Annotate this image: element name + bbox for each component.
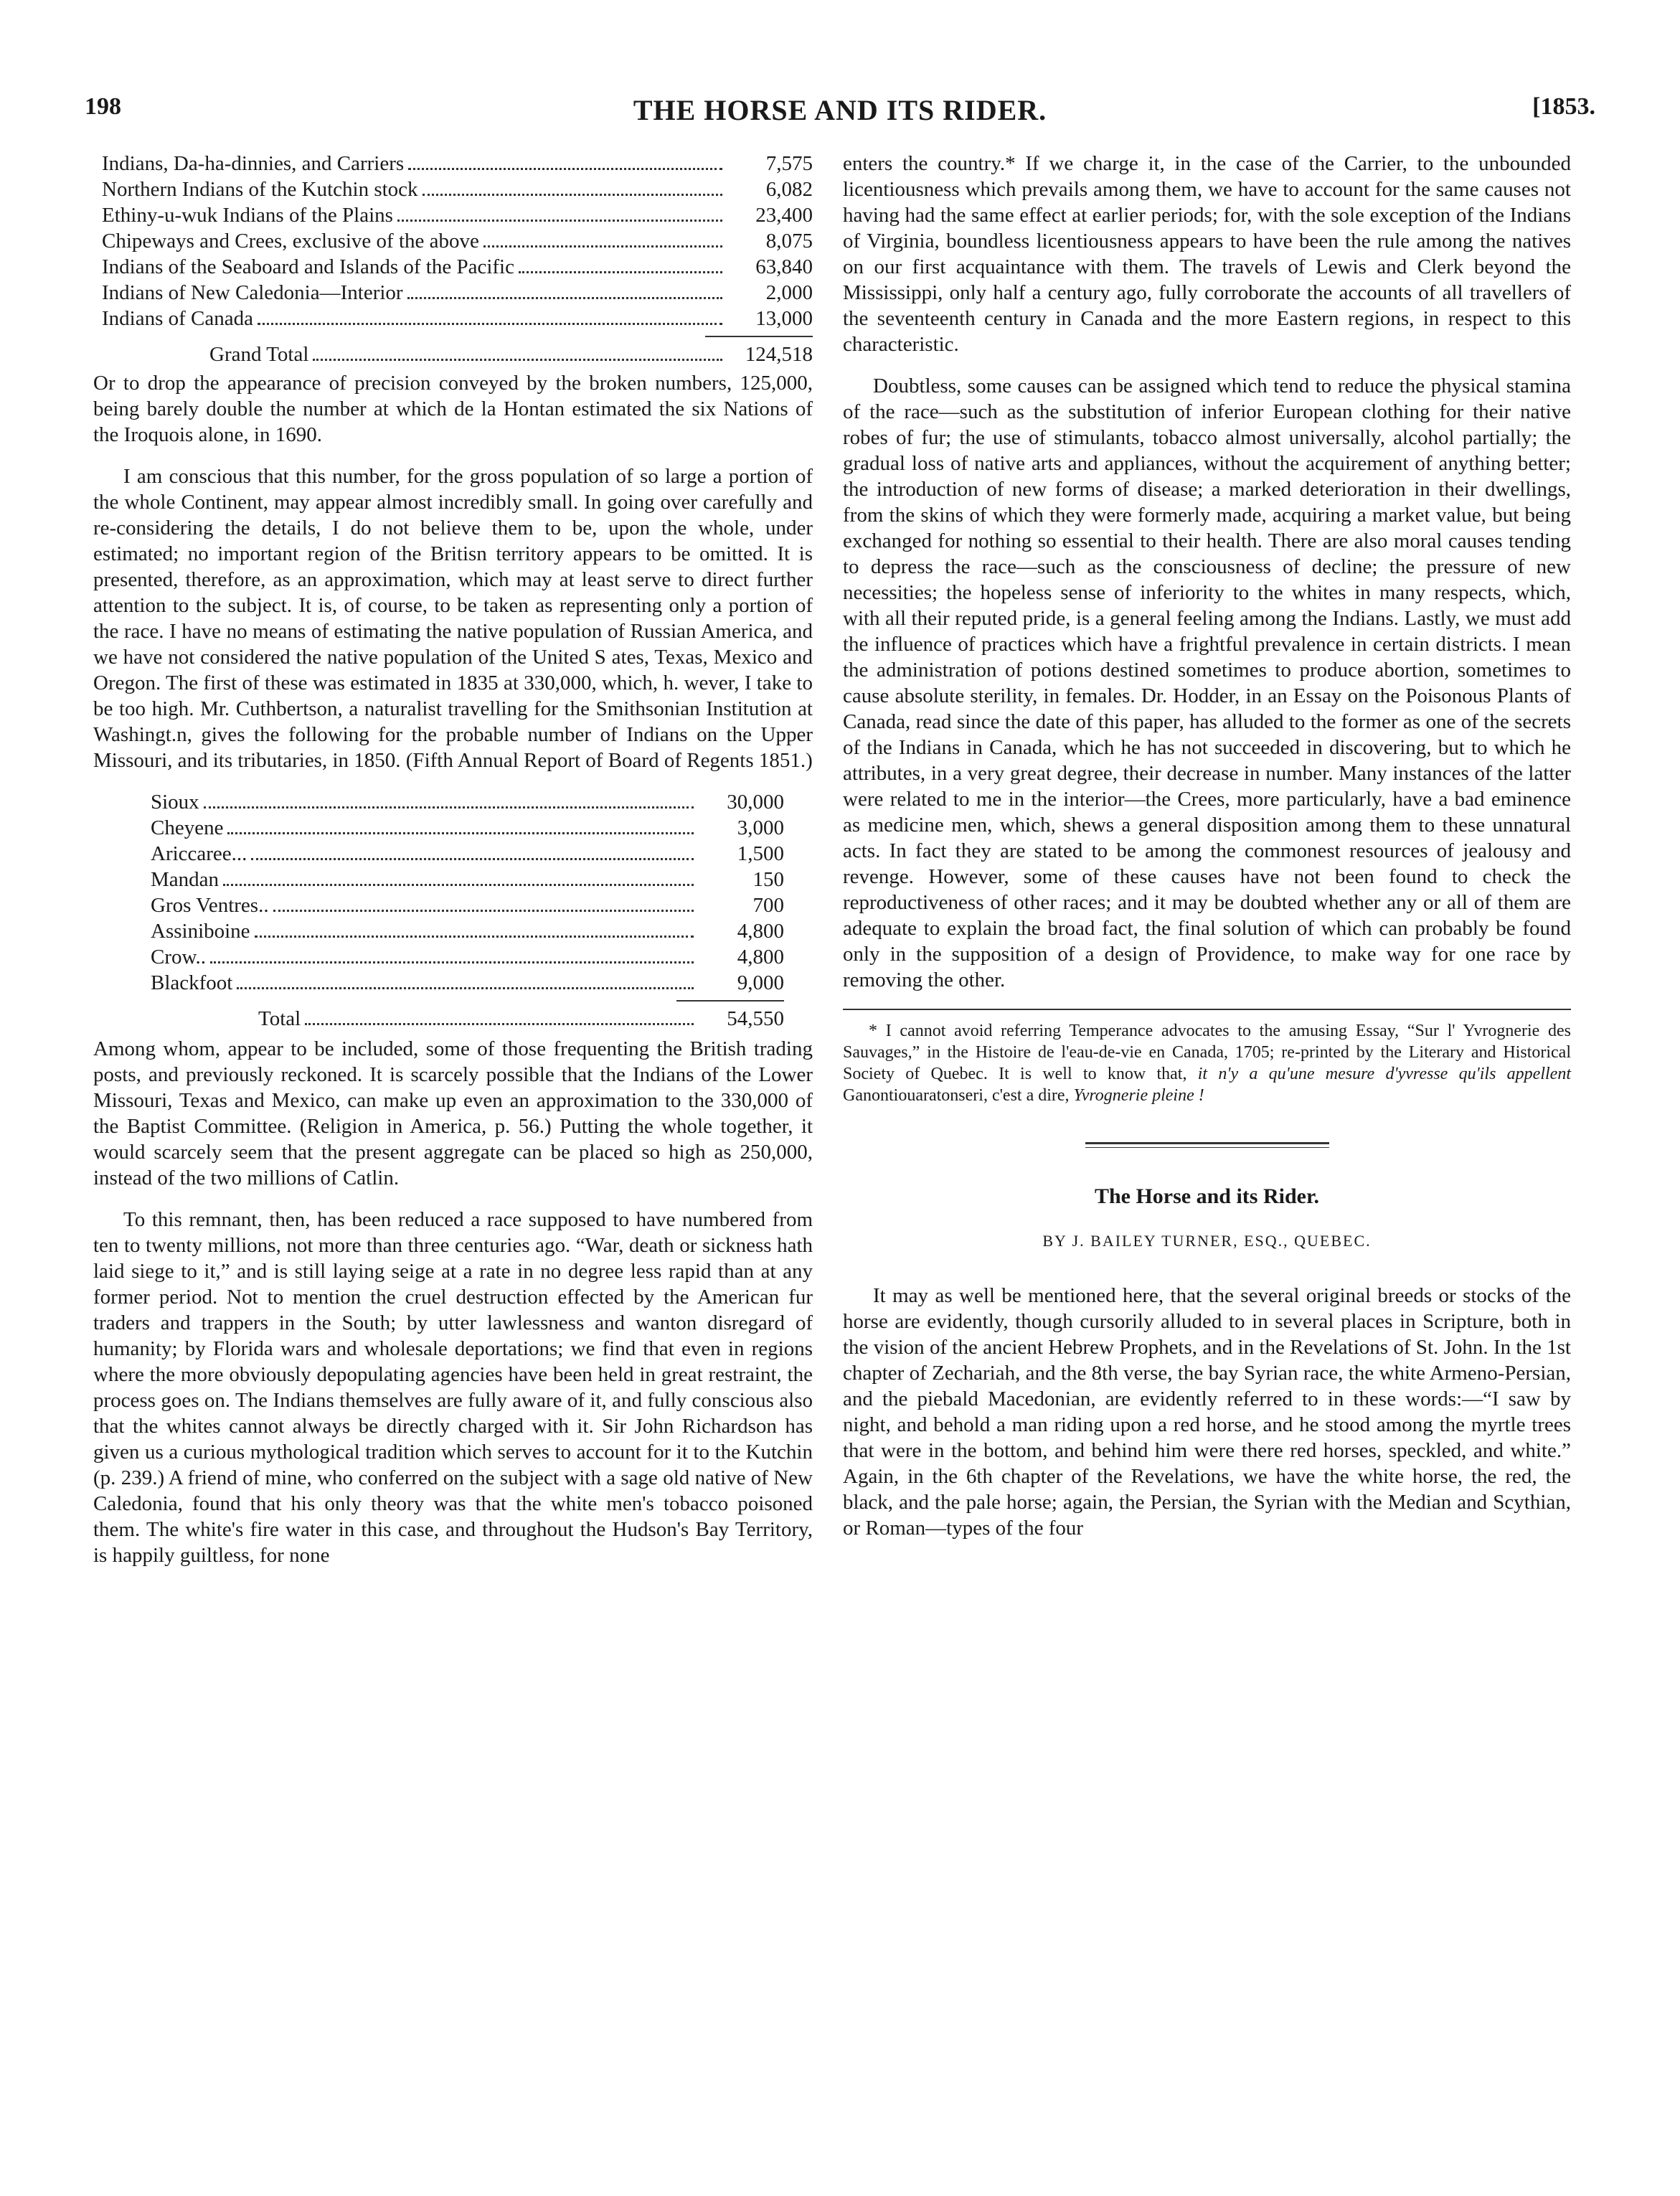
population-table-canada (102, 151, 813, 367)
sum-rule (705, 336, 813, 337)
footnote (843, 1020, 1571, 1106)
total-value: 124,518 (745, 343, 813, 366)
left-column (93, 151, 813, 1584)
leader-dots (423, 194, 722, 196)
footnote-text: Ganontiouaratonseri, c'est a dire, (843, 1086, 1074, 1105)
leader-dots (407, 297, 722, 299)
leader-dots (258, 323, 722, 325)
row-value: 8,075 (765, 230, 813, 253)
total-label: Grand Total (209, 343, 309, 366)
row-name: Mandan (151, 868, 220, 891)
running-title: THE HORSE AND ITS RIDER. (633, 94, 1047, 126)
row-name: Blackfoot (151, 971, 233, 994)
row-value: 4,800 (737, 920, 784, 943)
row-name: Indians of the Seaboard and Islands of the Pacific (102, 255, 514, 278)
footnote-rule (843, 1009, 1571, 1010)
row-value: 30,000 (727, 791, 784, 814)
leader-dots (255, 936, 694, 938)
footnote-text: * I cannot avoid referring Temperance advocates to the amusing Essay, “Sur l' Yvrognerie des Sauvages,” in the Histoire de l'eau-de-vie en Canada, 1705; re-printed by the Literary and Historical Society of Quebec. It is well to know that, (843, 1022, 1571, 1083)
row-value: 150 (752, 868, 784, 891)
leader-dots (397, 220, 722, 222)
table-row (151, 944, 784, 970)
leader-dots (313, 359, 722, 361)
table-row (102, 254, 813, 280)
running-year: [1853. (1532, 93, 1595, 120)
row-value: 13,000 (755, 307, 813, 330)
row-value: 2,000 (765, 281, 813, 304)
row-value: 4,800 (737, 946, 784, 969)
leader-dots (204, 806, 694, 809)
table-row (151, 815, 784, 841)
running-header (85, 93, 1595, 136)
row-name: Indians, Da-ha-dinnies, and Carriers (102, 152, 405, 175)
table-row (151, 892, 784, 918)
table-total-row (151, 1006, 784, 1032)
leader-dots (273, 910, 694, 912)
row-value: 9,000 (737, 971, 784, 994)
table-row (151, 841, 784, 867)
footnote-italic: Yvrognerie pleine ! (1073, 1086, 1204, 1105)
table-row (151, 867, 784, 892)
leader-dots (305, 1023, 694, 1025)
section-separator (1085, 1142, 1329, 1148)
table-row (102, 202, 813, 228)
paragraph: To this remnant, then, has been reduced a race supposed to have numbered from ten to twenty millions, not more than three centuries ago. “War, death or sickness hath laid siege to it,” and is still laying seige at a rate in no degree less rapid than at any former period. Not to mention the cruel destruction effected by the American fur traders and trappers in the South; by utter lawlessness and wanton disregard of humanity; by Florida wars and wholesale deportations; we find that even in regions where the more obviously depopulating agencies have been held in great restraint, the process goes on. The Indians themselves are fully aware of it, and fully conscious also that the whites cannot always be directly charged with it. Sir John Richardson has given us a curious mythological tradition which serves to account for it to the Kutchin (p. 239.) A friend of mine, who conferred on the subject with a sage old native of New Caledonia, found that his only theory was that the white men's tobacco poisoned them. The white's fire water in this case, and throughout the Hudson's Bay Territory, is happily guiltless, for none (93, 1208, 813, 1567)
leader-dots (519, 271, 722, 273)
row-name: Assiniboine (151, 920, 250, 943)
row-value: 1,500 (737, 842, 784, 865)
row-name: Gros Ventres.. (151, 894, 269, 917)
row-name: Ariccaree... (151, 842, 247, 865)
table-row (102, 176, 813, 202)
row-value: 23,400 (755, 204, 813, 227)
leader-dots (408, 168, 722, 170)
table-row (102, 228, 813, 254)
row-name: Indians of New Caledonia—Interior (102, 281, 403, 304)
paragraph: Doubtless, some causes can be assigned which tend to reduce the physical stamina of the race—such as the substitution of inferior European clothing for their native robes of fur; the use of stimulants, tobacco almost universally, alcohol partially; the gradual loss of native arts and appliances, without the acquirement of anything better; the introduction of new forms of disease; a marked deterioration in their dwellings, from the skins of which they were formerly made, acquiring a market value, but being exchanged for nothing so essential to their health. There are also moral causes tending to depress the race—such as the consciousness of decline; the pressure of new necessities; the hopeless sense of inferiority to the whites in many respects, which, with all their reputed pride, is a general feeling among the Indians. Lastly, we must add the influence of practices which have a frightful prevalence in certain districts. I mean the administration of potions destined sometimes to produce abortion, sometimes to cause absolute sterility, in females. Dr. Hodder, in an Essay on the Poisonous Plants of Canada, read since the date of this paper, has alluded to the former as one of the secrets of the Indians in Canada, which he has not succeeded in discovering, but to which he attributes, in a very great degree, their decrease in number. Many instances of the latter were related to me in the interior—the Crees, more particularly, have a bad eminence as medicine men, which, shews a general disposition among them to these unnatural acts. In fact they are stated to be among the commonest resources of jealousy and revenge. However, some of these causes have not been found to check the reproductiveness of other races; and it may be doubted whether any or all of them are adequate to explain the broad fact, the final solution of which can probably be found only in the supposition of a design of Providence, to make way for one race by removing the other. (843, 374, 1571, 991)
row-name: Crow.. (151, 946, 207, 969)
row-value: 63,840 (755, 255, 813, 278)
paragraph: Or to drop the appearance of precision conveyed by the broken numbers, 125,000, being barely double the number at which de la Hontan estimated the six Nations of the Iroquois alone, in 1690. (93, 372, 813, 446)
article-byline: BY J. BAILEY TURNER, ESQ., QUEBEC. (1042, 1232, 1372, 1250)
row-value: 3,000 (737, 816, 784, 839)
row-name: Northern Indians of the Kutchin stock (102, 178, 418, 201)
row-name: Indians of Canada (102, 307, 253, 330)
article-title: The Horse and its Rider. (1094, 1184, 1320, 1208)
paragraph: It may as well be mentioned here, that the several original breeds or stocks of the horse are evidently, though cursorily alluded to in several places in Scripture, both in the vision of the ancient Hebrew Prophets, and in the Revelations of St. John. In the 1st chapter of Zechariah, and the 8th verse, the bay Syrian race, the white Armeno-Persian, and the piebald Macedonian, are evidently referred to in these words:—“I saw by night, and behold a man riding upon a red horse, and he stood among the myrtle trees that were in the bottom, and behind him were there red horses, speckled, and white.” Again, in the 6th chapter of the Revelations, we have the white horse, the red, the black, and the pale horse; again, the Persian, the Syrian with the Median and Scythian, or Roman—types of the four (843, 1284, 1571, 1540)
paragraph: I am conscious that this number, for the gross population of so large a portion of the whole Continent, may appear almost incredibly small. In going over carefully and re-considering the details, I do not believe them to be, upon the whole, under estimated; no important region of the Britisn territory appears to be omitted. It is presented, therefore, as an approximation, which may at least serve to direct further attention to the subject. It is, of course, to be taken as representing only a portion of the race. I have no means of estimating the native population of Russian America, and we have not considered the native population of the United S ates, Texas, Mexico and Oregon. The first of these was estimated in 1835 at 330,000, which, h. wever, I take to be too high. Mr. Cuthbertson, a naturalist travelling for the Smithsonian Institution at Washingt.n, gives the following for the probable number of Indians on the Upper Missouri, and its tributaries, in 1850. (Fifth Annual Report of Board of Regents 1851.) (93, 465, 813, 772)
table-row (151, 789, 784, 815)
table-row (102, 151, 813, 176)
table-row (102, 280, 813, 306)
leader-dots (223, 884, 694, 886)
table-row (151, 918, 784, 944)
footnote-italic: it n'y a qu'une mesure d'yvresse qu'ils appellent (1197, 1065, 1571, 1083)
leader-dots (210, 961, 694, 963)
table-row (151, 970, 784, 996)
leader-dots (237, 987, 694, 989)
row-value: 7,575 (765, 152, 813, 175)
leader-dots (227, 832, 694, 834)
total-label: Total (258, 1007, 301, 1030)
leader-dots (251, 858, 694, 860)
row-name: Cheyene (151, 816, 224, 839)
row-name: Ethiny-u-wuk Indians of the Plains (102, 204, 393, 227)
row-value: 700 (752, 894, 784, 917)
paragraph: Among whom, appear to be included, some of those frequenting the British trading posts, and previously reckoned. It is scarcely possible that the Indians of the Lower Missouri, Texas and Mexico, can make up even an approximation to the 330,000 of the Baptist Committee. (Religion in America, p. 56.) Putting the whole together, it would scarcely seem that the present aggregate can be placed so high as 250,000, instead of the two millions of Catlin. (93, 1037, 813, 1189)
population-table-missouri (151, 789, 784, 1032)
row-name: Chipeways and Crees, exclusive of the above (102, 230, 479, 253)
sum-rule (676, 1000, 784, 1002)
table-total-row (102, 341, 813, 367)
total-value: 54,550 (727, 1007, 784, 1030)
right-column (843, 151, 1571, 1557)
paragraph: enters the country.* If we charge it, in the case of the Carrier, to the unbounded licentiousness which prevails among them, we have to account for the same causes not having had the same effect at earlier periods; for, with the sole exception of the Indians of Virginia, boundless licentiousness appears to have been the rule among the natives on our first acquaintance with them. The travels of Lewis and Clerk beyond the Mississippi, only half a century ago, fully corroborate the accounts of all travellers of the seventeenth century in Canada and the more Eastern regions, in respect to this characteristic. (843, 152, 1571, 356)
table-row (102, 306, 813, 331)
leader-dots (483, 245, 722, 248)
row-name: Sioux (151, 791, 199, 814)
page-number: 198 (85, 93, 121, 120)
row-value: 6,082 (765, 178, 813, 201)
